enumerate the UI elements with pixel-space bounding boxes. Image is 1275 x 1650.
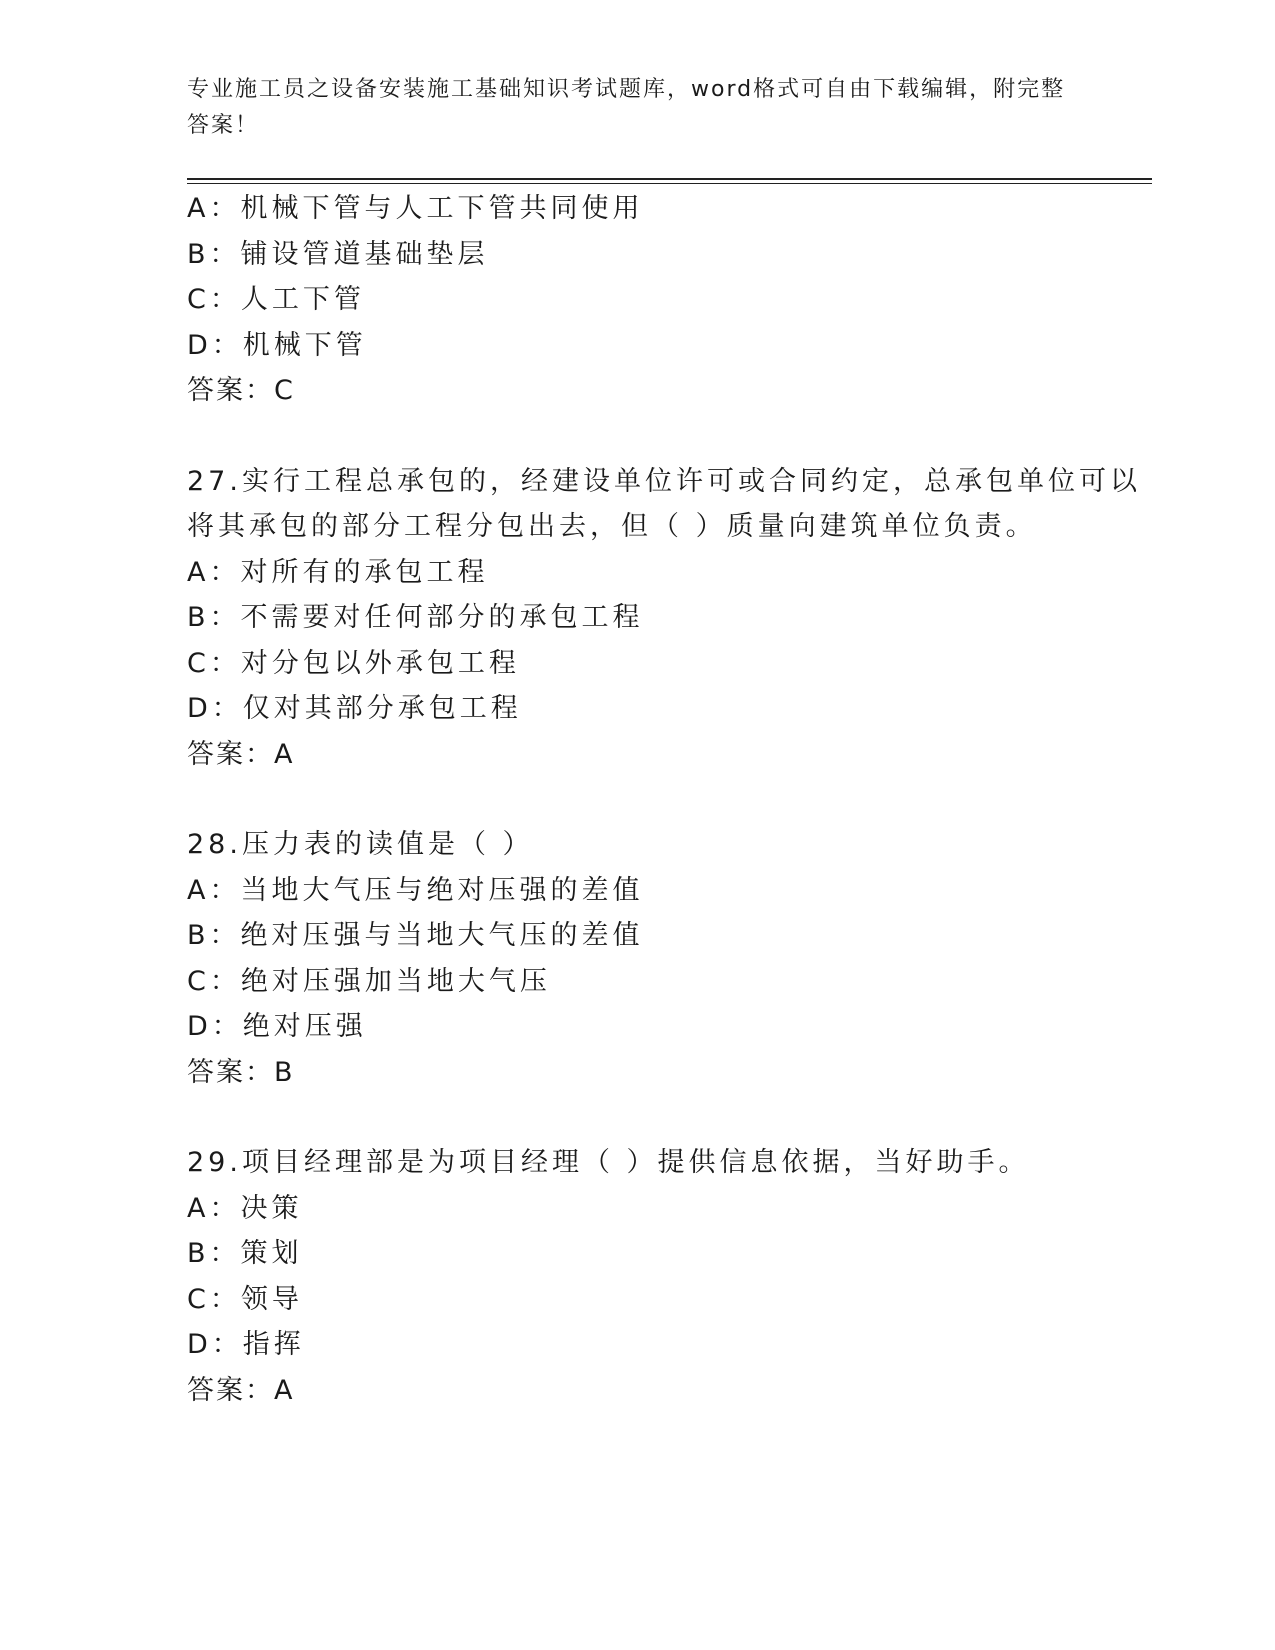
question-29 [187, 1140, 1087, 1413]
answer: 答案：B [187, 1056, 295, 1088]
document-header: 专业施工员之设备安装施工基础知识考试题库，word格式可自由下载编辑，附完整答案！ [187, 77, 1066, 138]
question-list [187, 186, 1141, 1413]
question-stem-line: 27.实行工程总承包的，经建设单位许可或合同约定，总承包单位可以 [187, 465, 1141, 497]
option-b: B：策划 [187, 1238, 303, 1269]
option-b: B：不需要对任何部分的承包工程 [187, 602, 644, 633]
header-rule-bottom [187, 183, 1152, 184]
option-d: D：指挥 [187, 1329, 305, 1360]
option-a: A：决策 [187, 1192, 303, 1224]
option-a: A：对所有的承包工程 [187, 556, 489, 588]
option-c: C：领导 [187, 1283, 303, 1315]
option-d: D：绝对压强 [187, 1011, 367, 1042]
option-b: B：绝对压强与当地大气压的差值 [187, 920, 644, 951]
question-stem-line: 29.项目经理部是为项目经理（ ）提供信息依据，当好助手。 [187, 1147, 1030, 1178]
question-27 [187, 459, 1141, 778]
answer: 答案：C [187, 375, 295, 406]
option-c: C：对分包以外承包工程 [187, 647, 520, 679]
answer: 答案：A [187, 1374, 295, 1406]
answer: 答案：A [187, 738, 295, 770]
header-rule-top [187, 178, 1152, 180]
question-stem-line: 将其承包的部分工程分包出去，但（ ）质量向建筑单位负责。 [187, 511, 1037, 542]
question-26-continued [187, 186, 1087, 414]
question-stem-line: 28.压力表的读值是（ ） [187, 829, 534, 860]
question-28 [187, 822, 1087, 1095]
option-a: A：机械下管与人工下管共同使用 [187, 193, 644, 224]
option-b: B：铺设管道基础垫层 [187, 238, 489, 270]
option-d: D：仅对其部分承包工程 [187, 693, 522, 724]
option-d: D：机械下管 [187, 329, 367, 361]
option-c: C：绝对压强加当地大气压 [187, 965, 551, 997]
option-c: C：人工下管 [187, 284, 365, 315]
option-a: A：当地大气压与绝对压强的差值 [187, 874, 644, 906]
